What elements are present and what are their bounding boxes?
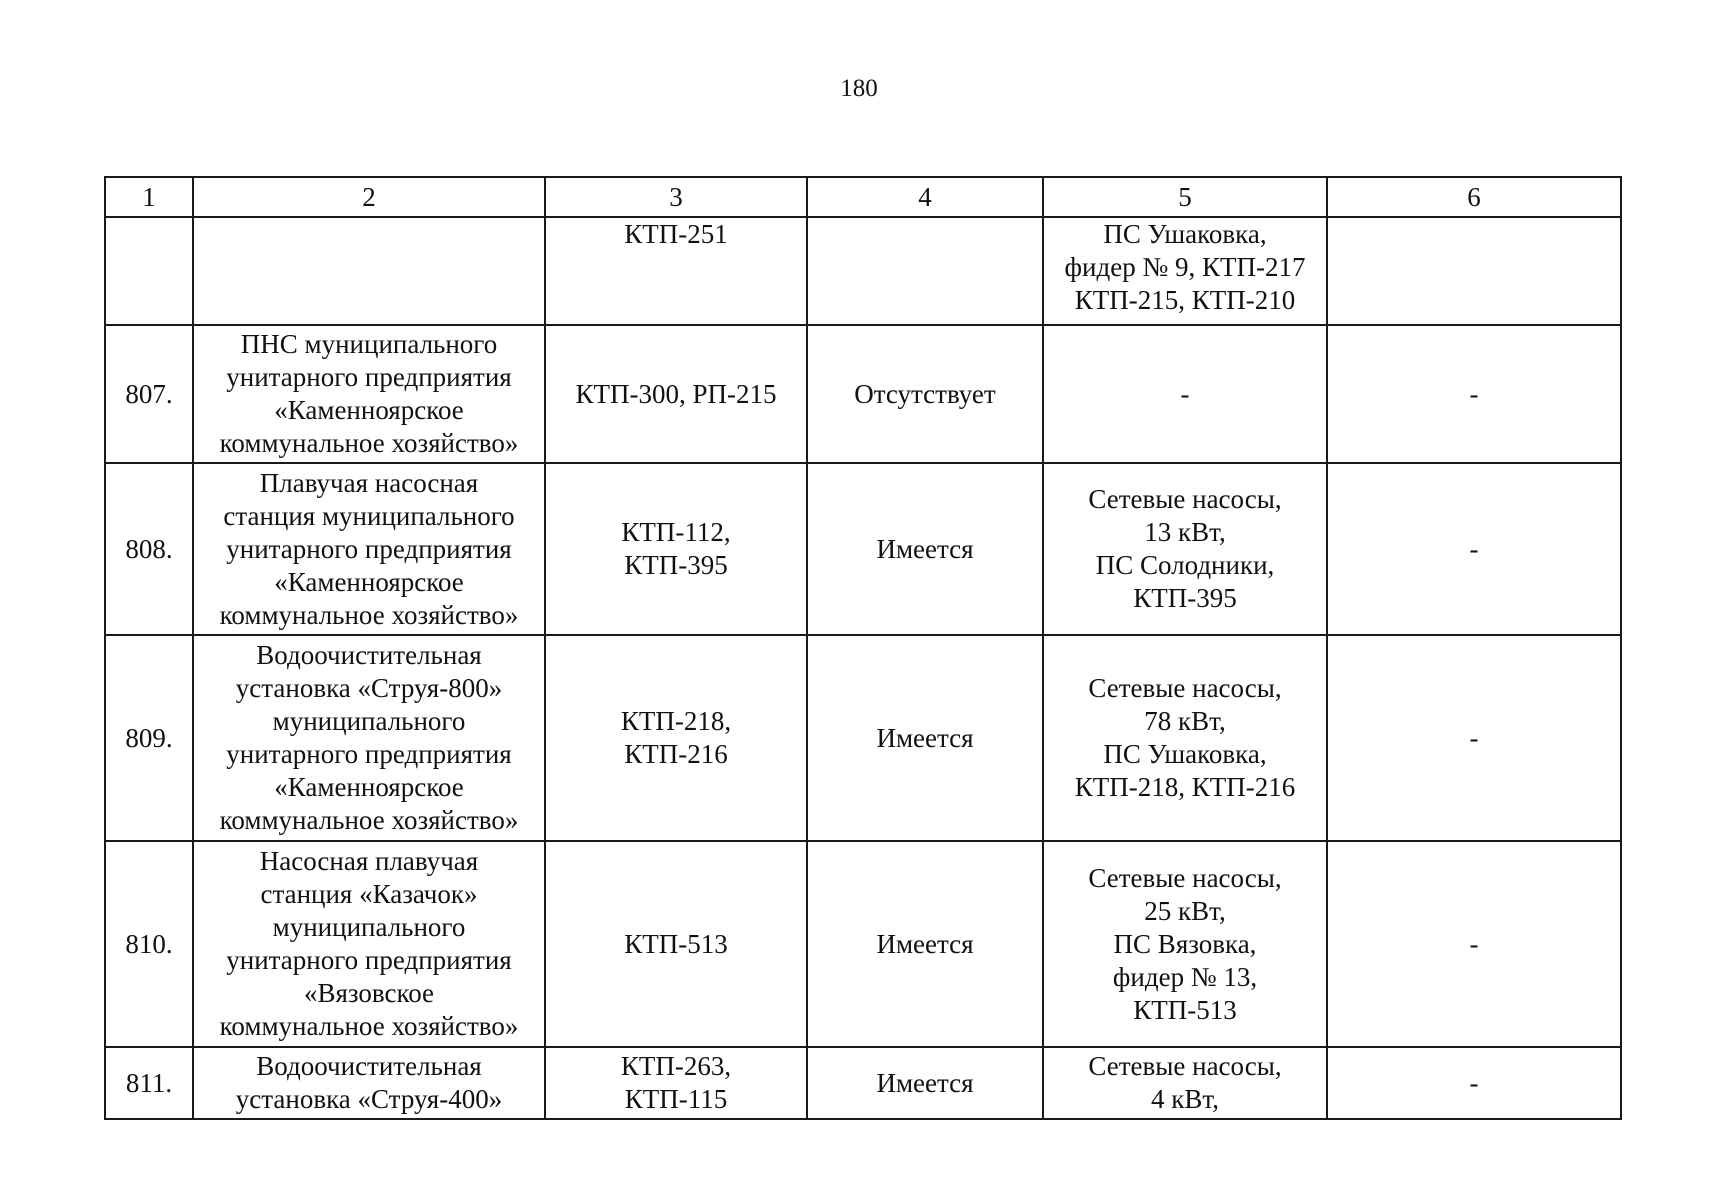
facility-name-cell: Насосная плавучая станция «Казачок» муниципального унитарного предприятия «Вязовское коммунальное хозяйство» [193,841,545,1047]
table-row [105,841,1621,1047]
table-header-row [105,177,1621,217]
table-row [105,217,1621,325]
data-table [104,176,1622,1120]
note-cell: - [1327,635,1621,841]
table-row [105,463,1621,635]
substation-cell: КТП-300, РП-215 [545,325,807,463]
substation-cell: КТП-218, КТП-216 [545,635,807,841]
availability-cell: Отсутствует [807,325,1043,463]
details-cell: Сетевые насосы, 13 кВт, ПС Солодники, КТП-395 [1043,463,1327,635]
facility-name-cell: Плавучая насосная станция муниципального унитарного предприятия «Каменноярское коммунальное хозяйство» [193,463,545,635]
facility-name-cell: ПНС муниципального унитарного предприятия «Каменноярское коммунальное хозяйство» [193,325,545,463]
details-cell: Сетевые насосы, 78 кВт, ПС Ушаковка, КТП-218, КТП-216 [1043,635,1327,841]
availability-cell: Имеется [807,635,1043,841]
availability-cell: Имеется [807,463,1043,635]
column-header-4: 4 [807,177,1043,217]
substation-cell: КТП-112, КТП-395 [545,463,807,635]
column-header-5: 5 [1043,177,1327,217]
facility-name-cell: Водоочистительная установка «Струя-800» муниципального унитарного предприятия «Каменноярское коммунальное хозяйство» [193,635,545,841]
availability-cell: Имеется [807,1047,1043,1119]
row-number-cell: 809. [105,635,193,841]
note-cell [1327,217,1621,325]
details-cell: ПС Ушаковка, фидер № 9, КТП-217 КТП-215, КТП-210 [1043,217,1327,325]
substation-cell: КТП-263, КТП-115 [545,1047,807,1119]
row-number-cell: 808. [105,463,193,635]
facility-name-cell [193,217,545,325]
note-cell: - [1327,841,1621,1047]
column-header-3: 3 [545,177,807,217]
table-row [105,325,1621,463]
details-cell: Сетевые насосы, 25 кВт, ПС Вязовка, фидер № 13, КТП-513 [1043,841,1327,1047]
details-cell: - [1043,325,1327,463]
details-cell: Сетевые насосы, 4 кВт, [1043,1047,1327,1119]
table-row [105,635,1621,841]
column-header-2: 2 [193,177,545,217]
row-number-cell: 807. [105,325,193,463]
substation-cell: КТП-513 [545,841,807,1047]
row-number-cell: 811. [105,1047,193,1119]
row-number-cell: 810. [105,841,193,1047]
page-number: 180 [840,75,878,102]
table-row [105,1047,1621,1119]
availability-cell [807,217,1043,325]
substation-cell: КТП-251 [545,217,807,325]
availability-cell: Имеется [807,841,1043,1047]
note-cell: - [1327,325,1621,463]
note-cell: - [1327,1047,1621,1119]
column-header-6: 6 [1327,177,1621,217]
row-number-cell [105,217,193,325]
facility-name-cell: Водоочистительная установка «Струя-400» [193,1047,545,1119]
column-header-1: 1 [105,177,193,217]
note-cell: - [1327,463,1621,635]
